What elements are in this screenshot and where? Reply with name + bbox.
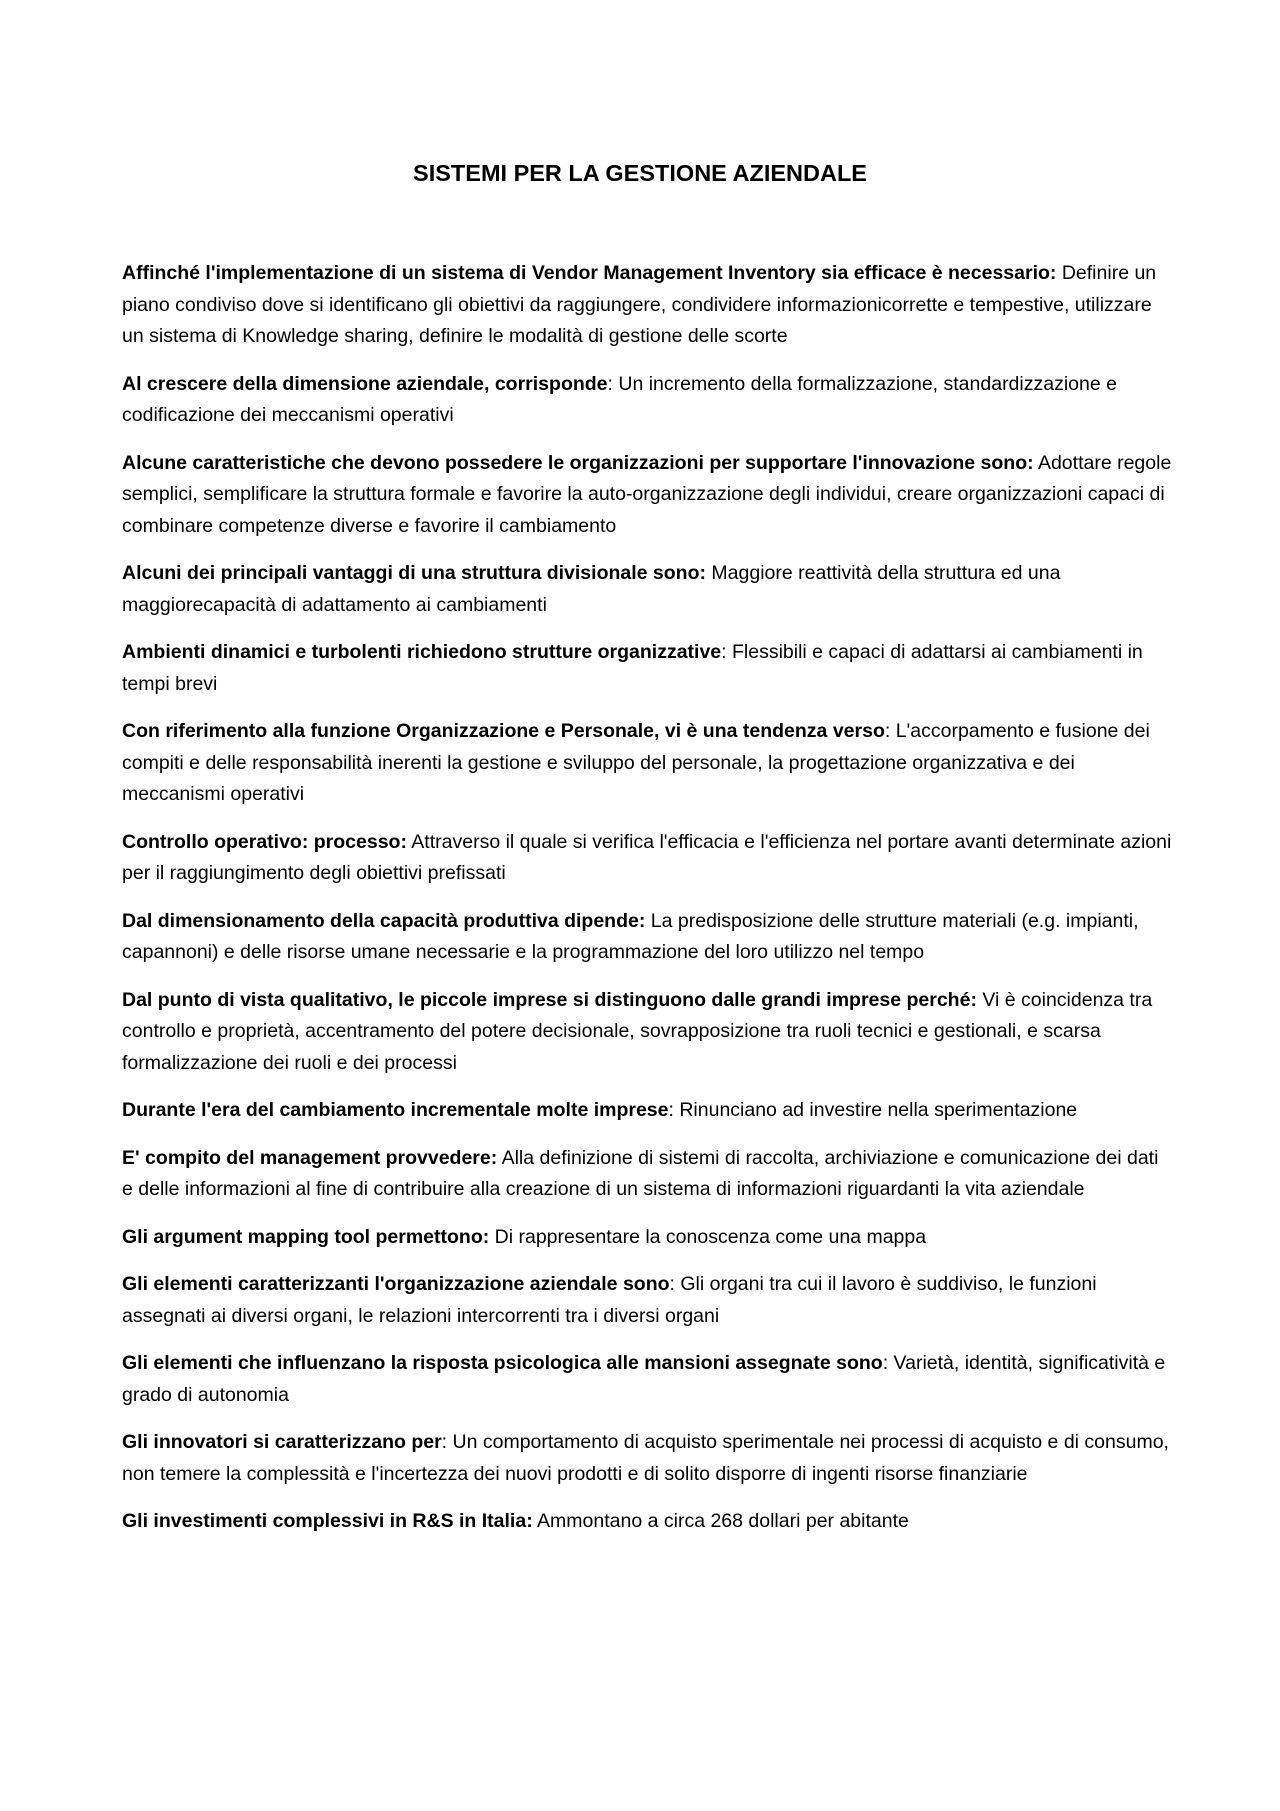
entry-answer: : Un incremento della formalizzazione, standardizzazione e codificazione dei meccanismi operativi xyxy=(122,372,1117,426)
entry-answer: Maggiore reattività della struttura ed una maggiorecapacità di adattamento ai cambiamenti xyxy=(122,562,1061,616)
entry-answer: Ammontano a circa 268 dollari per abitante xyxy=(532,1510,909,1532)
list-item xyxy=(122,827,1172,890)
list-item xyxy=(122,1269,1172,1332)
list-item xyxy=(122,1506,1172,1538)
entry-question: Gli elementi caratterizzanti l'organizzazione aziendale sono xyxy=(122,1273,670,1295)
list-item xyxy=(122,1143,1172,1206)
entry-answer: Adottare regole semplici, semplificare la struttura formale e favorire la auto-organizzazione degli individui, creare organizzazioni capaci di combinare competenze diverse e favorire il cambiamento xyxy=(122,451,1172,537)
entry-answer: : L'accorpamento e fusione dei compiti e delle responsabilità inerenti la gestione e sviluppo del personale, la progettazione organizzativa e dei meccanismi operativi xyxy=(122,720,1150,805)
list-item xyxy=(122,1427,1172,1490)
entry-question: Al crescere della dimensione aziendale, corrisponde xyxy=(122,372,608,395)
entry-answer: La predisposizione delle strutture materiali (e.g. impianti, capannoni) e delle risorse umane necessarie e la programmazione del loro utilizzo nel tempo xyxy=(122,909,1139,963)
entry-answer: : Gli organi tra cui il lavoro è suddiviso, le funzioni assegnati ai diversi organi, le relazioni intercorrenti tra i diversi organi xyxy=(122,1273,1097,1327)
entry-question: Affinché l'implementazione di un sistema di Vendor Management Inventory sia efficace è necessario: xyxy=(122,262,1057,284)
list-item xyxy=(122,258,1172,353)
entry-question: Controllo operativo: processo: xyxy=(122,830,407,853)
entry-answer: : Varietà, identità, significatività e grado di autonomia xyxy=(122,1352,1166,1406)
list-item xyxy=(122,637,1172,700)
entry-question: Alcuni dei principali vantaggi di una struttura divisionale sono: xyxy=(122,562,706,584)
entry-answer: Attraverso il quale si verifica l'efficacia e l'efficienza nel portare avanti determinate azioni per il raggiungimento degli obiettivi prefissati xyxy=(122,830,1172,884)
entry-answer: : Rinunciano ad investire nella sperimentazione xyxy=(668,1099,1078,1121)
entry-question: Gli argument mapping tool permettono: xyxy=(122,1225,490,1248)
entry-list xyxy=(122,258,1172,1554)
list-item xyxy=(122,369,1172,432)
entry-question: Dal dimensionamento della capacità produttiva dipende: xyxy=(122,909,646,932)
list-item xyxy=(122,985,1172,1080)
entry-question: Gli elementi che influenzano la risposta psicologica alle mansioni assegnate sono xyxy=(122,1352,883,1374)
entry-question: Gli innovatori si caratterizzano per xyxy=(122,1431,442,1453)
list-item xyxy=(122,906,1172,969)
entry-answer: Alla definizione di sistemi di raccolta, archiviazione e comunicazione dei dati e delle informazioni al fine di contribuire alla creazione di un sistema di informazioni riguardanti la vita aziendale xyxy=(122,1146,1159,1200)
entry-question: Durante l'era del cambiamento incrementale molte imprese xyxy=(122,1099,669,1121)
list-item xyxy=(122,1095,1172,1127)
list-item xyxy=(122,448,1172,543)
entry-answer: Vi è coincidenza tra controllo e proprietà, accentramento del potere decisionale, sovrapposizione tra ruoli tecnici e gestionali, e scarsa formalizzazione dei ruoli e dei processi xyxy=(122,988,1153,1074)
entry-answer: Definire un piano condiviso dove si identificano gli obiettivi da raggiungere, condividere informazionicorrette e tempestive, utilizzare un sistema di Knowledge sharing, definire le modalità di gestione delle scorte xyxy=(122,262,1157,347)
list-item xyxy=(122,716,1172,811)
entry-question: Alcune caratteristiche che devono possedere le organizzazioni per supportare l'innovazione sono: xyxy=(122,451,1034,474)
entry-answer: : Un comportamento di acquisto sperimentale nei processi di acquisto e di consumo, non temere la complessità e l'incertezza dei nuovi prodotti e di solito disporre di ingenti risorse finanziarie xyxy=(122,1431,1169,1485)
entry-question: Con riferimento alla funzione Organizzazione e Personale, vi è una tendenza verso xyxy=(122,720,885,742)
entry-question: Dal punto di vista qualitativo, le piccole imprese si distinguono dalle grandi imprese perché: xyxy=(122,988,977,1011)
entry-answer: : Flessibili e capaci di adattarsi ai cambiamenti in tempi brevi xyxy=(122,641,1143,695)
entry-question: Ambienti dinamici e turbolenti richiedono strutture organizzative xyxy=(122,641,722,663)
list-item xyxy=(122,558,1172,621)
entry-answer: Di rappresentare la conoscenza come una mappa xyxy=(489,1225,927,1248)
page-title: SISTEMI PER LA GESTIONE AZIENDALE xyxy=(413,160,867,186)
entry-question: Gli investimenti complessivi in R&S in Italia: xyxy=(122,1510,533,1532)
list-item xyxy=(122,1348,1172,1411)
entry-question: E' compito del management provvedere: xyxy=(122,1146,498,1169)
list-item xyxy=(122,1222,1172,1254)
